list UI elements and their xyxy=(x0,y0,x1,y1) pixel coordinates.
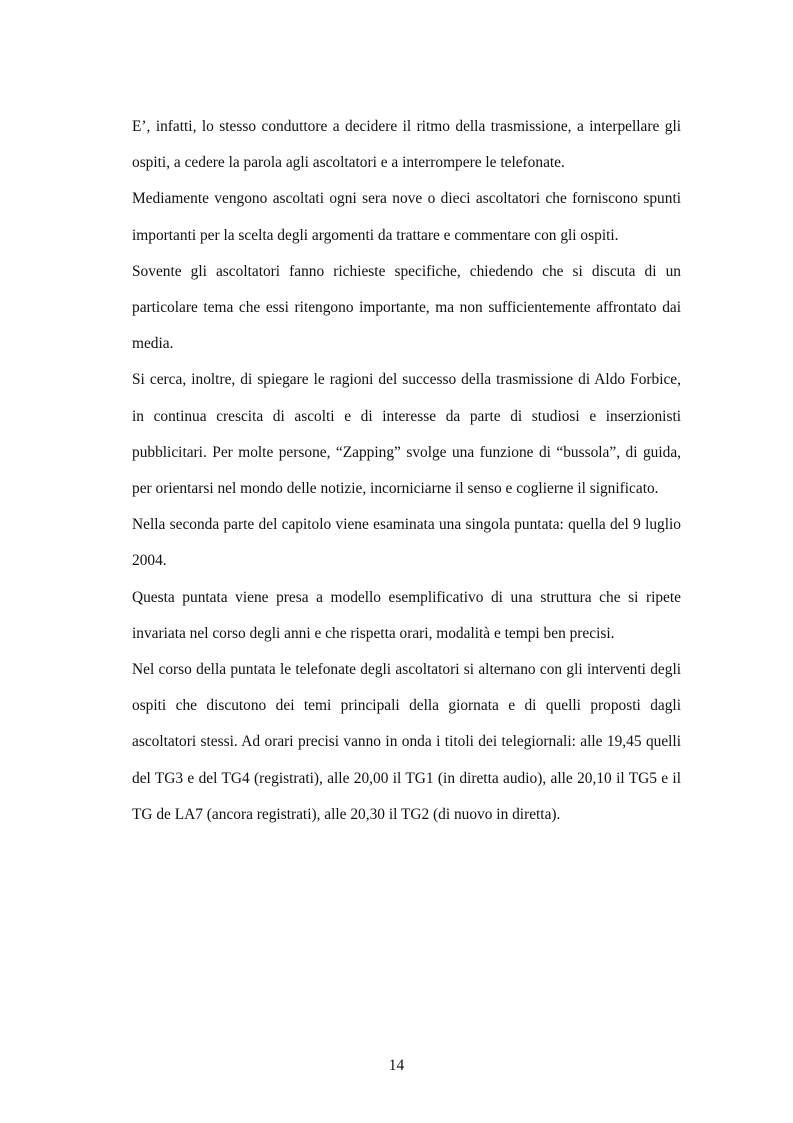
body-text xyxy=(132,109,681,833)
paragraph-6: Questa puntata viene presa a modello esemplificativo di una struttura che si ripete invariata nel corso degli anni e che rispetta orari, modalità e tempi ben precisi. xyxy=(132,588,681,642)
page-number: 14 xyxy=(388,1057,405,1074)
paragraph-5: Nella seconda parte del capitolo viene esaminata una singola puntata: quella del 9 luglio 2004. xyxy=(132,516,681,570)
paragraph-2: Mediamente vengono ascoltati ogni sera nove o dieci ascoltatori che forniscono spunti importanti per la scelta degli argomenti da trattare e commentare con gli ospiti. xyxy=(132,190,681,244)
paragraph-3: Sovente gli ascoltatori fanno richieste specifiche, chiedendo che si discuta di un particolare tema che essi ritengono importante, ma non sufficientemente affrontato dai media. xyxy=(132,262,681,353)
paragraph-1: E’, infatti, lo stesso conduttore a decidere il ritmo della trasmissione, a interpellare gli ospiti, a cedere la parola agli ascoltatori e a interrompere le telefonate. xyxy=(132,118,681,172)
paragraph-7: Nel corso della puntata le telefonate degli ascoltatori si alternano con gli interventi degli ospiti che discutono dei temi principali della giornata e di quelli proposti dagli ascoltatori stessi. Ad orari precisi vanno in onda i titoli dei telegiornali: alle 19,45 quelli del TG3 e del TG4 (registrati), alle 20,00 il TG1 (in diretta audio), alle 20,10 il TG5 e il TG de LA7 (ancora registrati), alle 20,30 il TG2 (di nuovo in diretta). xyxy=(132,661,681,823)
paragraph-4: Si cerca, inoltre, di spiegare le ragioni del successo della trasmissione di Aldo Forbice, in continua crescita di ascolti e di interesse da parte di studiosi e inserzionisti pubblicitari. Per molte persone, “Zapping” svolge una funzione di “bussola”, di guida, per orientarsi nel mondo delle notizie, incorniciarne il senso e coglierne il significato. xyxy=(132,371,681,498)
